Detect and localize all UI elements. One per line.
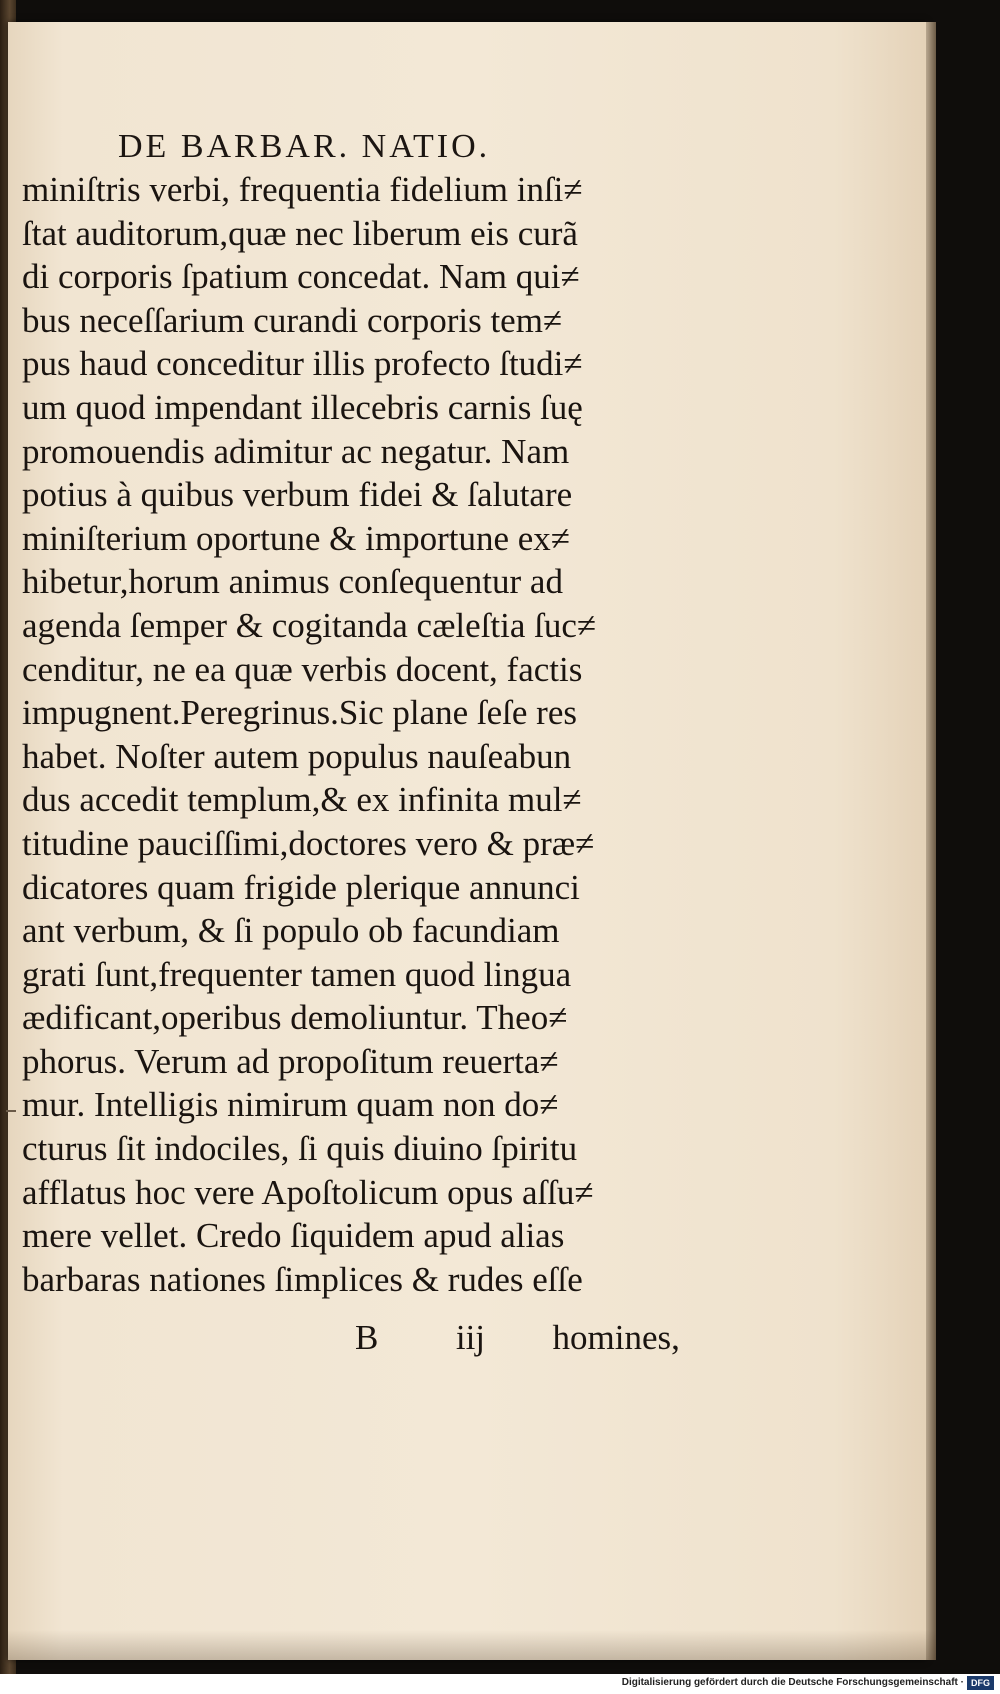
margin-mark	[6, 1110, 16, 1112]
text-line: afflatus hoc vere Apoſtolicum opus aſſu≠	[22, 1172, 594, 1212]
page-shadow	[8, 1630, 936, 1660]
text-line: habet. Noſter autem populus nauſeabun	[22, 736, 572, 776]
text-line: mere vellet. Credo ſiquidem apud alias	[22, 1216, 565, 1256]
text-line: bus neceſſarium curandi corporis tem≠	[22, 300, 563, 340]
page-edge	[926, 22, 936, 1660]
text-line: barbaras nationes ſimplices & rudes eſſe	[22, 1259, 583, 1299]
text-line: impugnent.Peregrinus.Sic plane ſeſe res	[22, 693, 577, 733]
signature-number: iij	[455, 1318, 486, 1357]
text-line: ant verbum, & ſi populo ob facundiam	[22, 911, 560, 951]
text-line: phorus. Verum ad propoſitum reuerta≠	[22, 1041, 559, 1081]
text-line: mur. Intelligis nimirum quam non do≠	[22, 1085, 559, 1125]
running-head: DE BARBAR. NATIO.	[118, 128, 491, 165]
text-line: cenditur, ne ea quæ verbis docent, factis	[22, 649, 583, 689]
text-line: di corporis ſpatium concedat. Nam qui≠	[22, 257, 580, 297]
text-line: dus accedit templum,& ex infinita mul≠	[22, 780, 582, 820]
text-line: hibetur,horum animus conſequentur ad	[22, 562, 563, 602]
text-line: promouendis adimitur ac negatur. Nam	[22, 431, 570, 471]
text-line: potius à quibus verbum fidei & ſalutare	[22, 475, 573, 515]
footer-credit: Digitalisierung gefördert durch die Deutsche Forschungsgemeinschaft ·	[621, 1677, 964, 1688]
dfg-logo: DFG	[967, 1676, 994, 1690]
signature-letter: B	[355, 1318, 379, 1357]
text-line: ſtat auditorum,quæ nec liberum eis curã	[22, 213, 578, 253]
text-line: dicatores quam frigide plerique annunci	[22, 867, 580, 907]
catchword: homines,	[552, 1318, 680, 1357]
text-line: miniſtris verbi, frequentia fidelium inſi≠	[22, 170, 583, 209]
text-line: pus haud conceditur illis profecto ſtudi≠	[22, 344, 583, 384]
text-line: miniſterium oportune & importune ex≠	[22, 518, 571, 558]
body-text	[22, 168, 692, 1301]
signature-line	[355, 1318, 695, 1358]
text-line: um quod impendant illecebris carnis ſuę	[22, 387, 583, 427]
text-line: cturus ſit indociles, ſi quis diuino ſpiritu	[22, 1129, 578, 1169]
text-line: grati ſunt,frequenter tamen quod lingua	[22, 954, 572, 994]
text-line: ædificant,operibus demoliuntur. Theo≠	[22, 998, 568, 1038]
text-line: agenda ſemper & cogitanda cæleſtia ſuc≠	[22, 605, 597, 645]
text-line: titudine pauciſſimi,doctores vero & præ≠	[22, 823, 595, 863]
